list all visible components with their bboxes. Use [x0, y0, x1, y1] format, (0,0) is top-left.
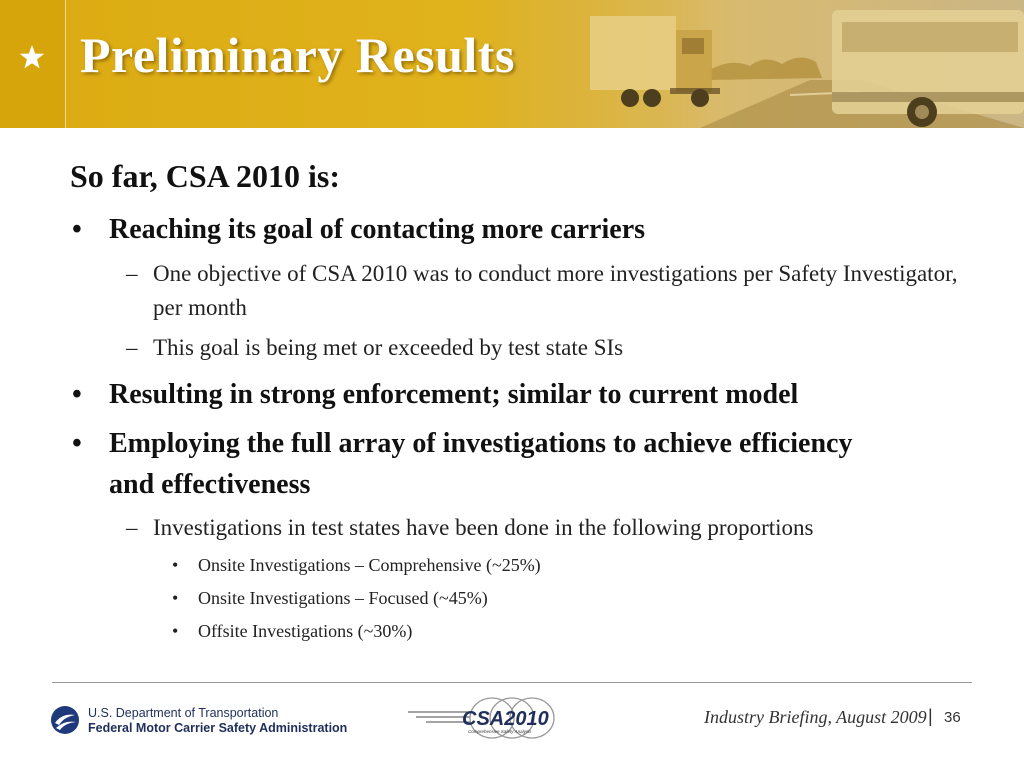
briefing-label: Industry Briefing, August 2009 — [704, 707, 927, 727]
sub-bullet-text: Investigations in test states have been done in the following proportions — [153, 515, 814, 540]
investigation-type: Onsite Investigations – Focused (~45%) — [198, 588, 488, 608]
list-item — [172, 552, 932, 578]
footer-separator: | — [928, 706, 933, 726]
sub-bullet-item — [126, 331, 966, 365]
intro-heading: So far, CSA 2010 is: — [70, 158, 340, 194]
page-number: 36 — [944, 709, 961, 726]
bullet-icon: • — [72, 428, 82, 459]
usdot-logo-icon — [50, 705, 80, 735]
bullet-item — [72, 423, 892, 505]
bullet-icon: • — [172, 621, 179, 641]
investigation-type: Onsite Investigations – Comprehensive (~25%) — [198, 555, 541, 575]
list-item — [172, 585, 932, 611]
sub-bullet-text: This goal is being met or exceeded by test state SIs — [153, 335, 624, 360]
bullet-icon: • — [72, 214, 82, 245]
csa2010-logo — [408, 692, 558, 744]
bullet-icon: • — [72, 379, 82, 410]
bullet-icon: • — [172, 555, 179, 575]
sub-bullet-item — [126, 257, 966, 325]
bullet-text: Resulting in strong enforcement; similar to current model — [109, 379, 799, 410]
logo-wordmark: CSA2010 — [462, 708, 549, 730]
slide-title: Preliminary Results — [80, 27, 515, 83]
dash-icon: – — [126, 261, 138, 286]
logo-subtext: Comprehensive Safety Analysis — [468, 729, 532, 734]
footer-divider — [52, 682, 972, 683]
sub-bullet-text: One objective of CSA 2010 was to conduct more investigations per Safety Investigator, per month — [153, 261, 958, 320]
bullet-item — [72, 209, 972, 250]
bullet-text: Reaching its goal of contacting more carriers — [109, 214, 646, 245]
department-name: U.S. Department of Transportation — [88, 706, 279, 720]
investigation-type: Offsite Investigations (~30%) — [198, 621, 413, 641]
dash-icon: – — [126, 515, 138, 540]
sub-bullet-item — [126, 511, 966, 545]
bullet-icon: • — [172, 588, 179, 608]
list-item — [172, 618, 932, 644]
bullet-item — [72, 374, 972, 415]
dash-icon: – — [126, 335, 138, 360]
administration-name: Federal Motor Carrier Safety Administration — [88, 721, 348, 735]
bullet-text: Employing the full array of investigations to achieve efficiency and effectiveness — [109, 428, 853, 500]
agency-name — [88, 706, 347, 736]
